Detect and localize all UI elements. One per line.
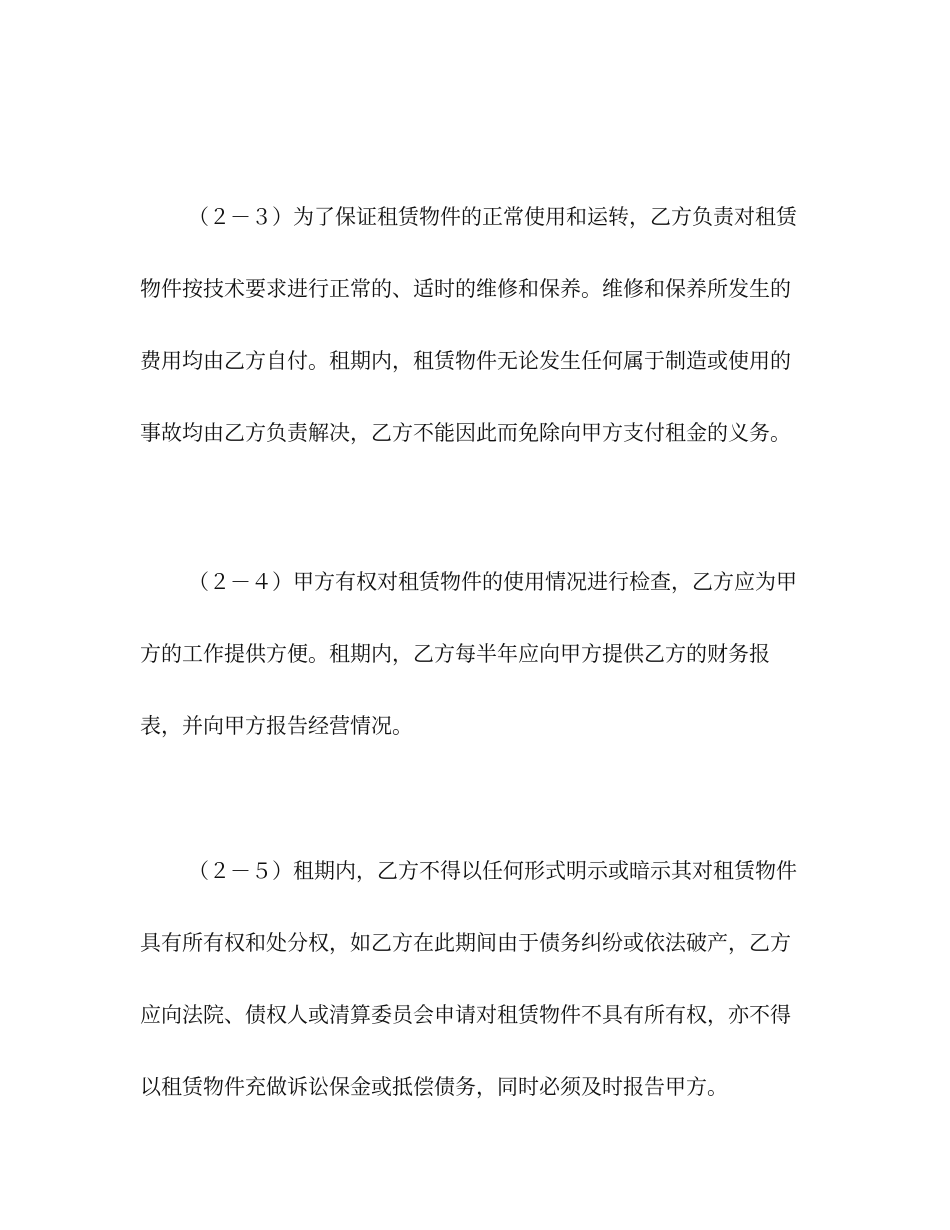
paragraph-line: （２－５）租期内，乙方不得以任何形式明示或暗示其对租赁物件 <box>188 859 797 883</box>
paragraph-line: 具有所有权和处分权，如乙方在此期间由于债务纠纷或依法破产，乙方 <box>140 931 791 955</box>
paragraph-line: 事故均由乙方负责解决，乙方不能因此而免除向甲方支付租金的义务。 <box>140 421 791 445</box>
paragraph-line: 表，并向甲方报告经营情况。 <box>140 714 413 738</box>
paragraph-line: 方的工作提供方便。租期内，乙方每半年应向甲方提供乙方的财务报 <box>140 642 770 666</box>
paragraph-line: 应向法院、债权人或清算委员会申请对租赁物件不具有所有权，亦不得 <box>140 1003 791 1027</box>
paragraph-line: （２－３）为了保证租赁物件的正常使用和运转，乙方负责对租赁 <box>188 205 797 229</box>
paragraph-line: 费用均由乙方自付。租期内，租赁物件无论发生任何属于制造或使用的 <box>140 349 791 373</box>
paragraph-line: 物件按技术要求进行正常的、适时的维修和保养。维修和保养所发生的 <box>140 277 791 301</box>
paragraph-line: （２－４）甲方有权对租赁物件的使用情况进行检查，乙方应为甲 <box>188 570 797 594</box>
paragraph-line: 以租赁物件充做诉讼保金或抵偿债务，同时必须及时报告甲方。 <box>140 1075 728 1099</box>
